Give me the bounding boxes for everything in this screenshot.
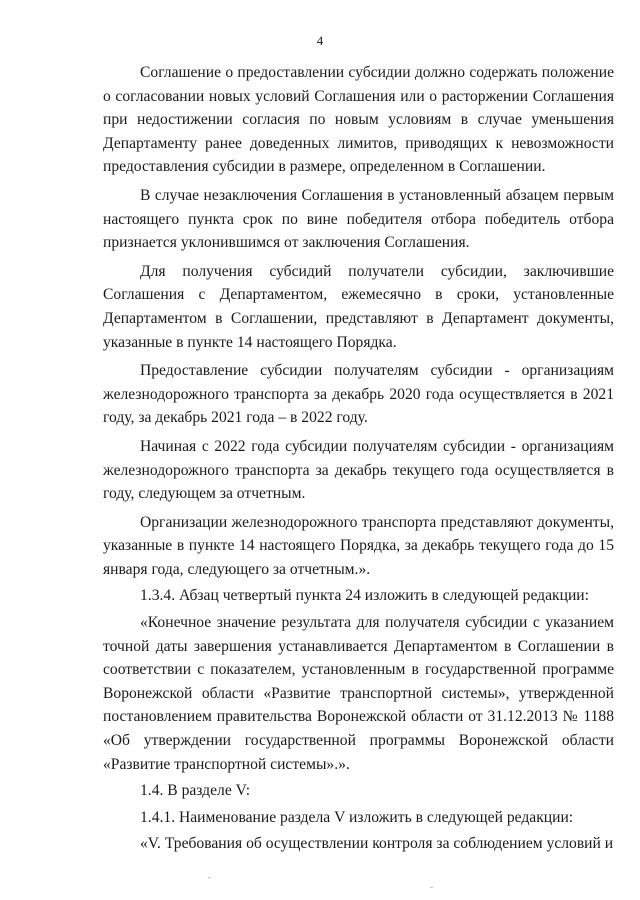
paragraph-final-result-value: «Конечное значение результата для получателя субсидии с указанием точной даты завершения устанавливается Департаментом в Соглашении в соответствии с показателем, установленным в государственной программе Воронежской области «Развитие транспортной системы», утвержденной постановлением правительства Воронежской области от 31.12.2013 № 1188 «Об утверждении государственной программы Воронежской области «Развитие транспортной системы».». <box>103 614 614 773</box>
paragraph-item-1-4-1: 1.4.1. Наименование раздела V изложить в следующей редакции: <box>140 808 574 826</box>
page-number: 4 <box>316 33 324 48</box>
paragraph-agreement-not-concluded: В случае незаключения Соглашения в установленный абзацем первым настоящего пункта срок по вине победителя отбора победитель отбора признается уклонившимся от заключения Соглашения. <box>103 186 614 252</box>
paragraph-subsidy-december-2020: Предоставление субсидии получателям субсидии - организациям железнодорожного транспорта за декабрь 2020 года осуществляется в 2021 году, за декабрь 2021 года – в 2022 году. <box>103 362 614 427</box>
scan-artifact <box>208 877 211 878</box>
paragraph-item-1-3-4: 1.3.4. Абзац четвертый пункта 24 изложить в следующей редакции: <box>140 587 589 605</box>
paragraph-section-v-title: «V. Требования об осуществлении контроля за соблюдением условий и <box>140 835 614 853</box>
paragraph-item-1-4: 1.4. В разделе V: <box>140 782 251 800</box>
paragraph-subsidy-documents: Для получения субсидий получатели субсидии, заключившие Соглашения с Департаментом, ежемесячно в сроки, установленные Департаментом в Соглашении, представляют в Департамент документы, указанные в пункте 14 настоящего Порядка. <box>103 262 614 351</box>
document-body <box>103 61 614 856</box>
paragraph-railway-documents: Организации железнодорожного транспорта представляют документы, указанные в пункте 14 настоящего Порядка, за декабрь текущего года до 15 января года, следующего за отчетным.». <box>103 513 614 578</box>
scan-artifact <box>430 887 433 888</box>
paragraph-agreement-provision: Соглашение о предоставлении субсидии должно содержать положение о согласовании новых условий Соглашения или о расторжении Соглашения при недостижении согласия по новым условиям в случае уменьшения Департаменту ранее доведенных лимитов, приводящих к невозможности предоставления субсидии в размере, определенном в Соглашении. <box>103 64 614 176</box>
paragraph-subsidy-from-2022: Начиная с 2022 года субсидии получателям субсидии - организациям железнодорожного транспорта за декабрь текущего года осуществляется в году, следующем за отчетным. <box>103 437 614 503</box>
